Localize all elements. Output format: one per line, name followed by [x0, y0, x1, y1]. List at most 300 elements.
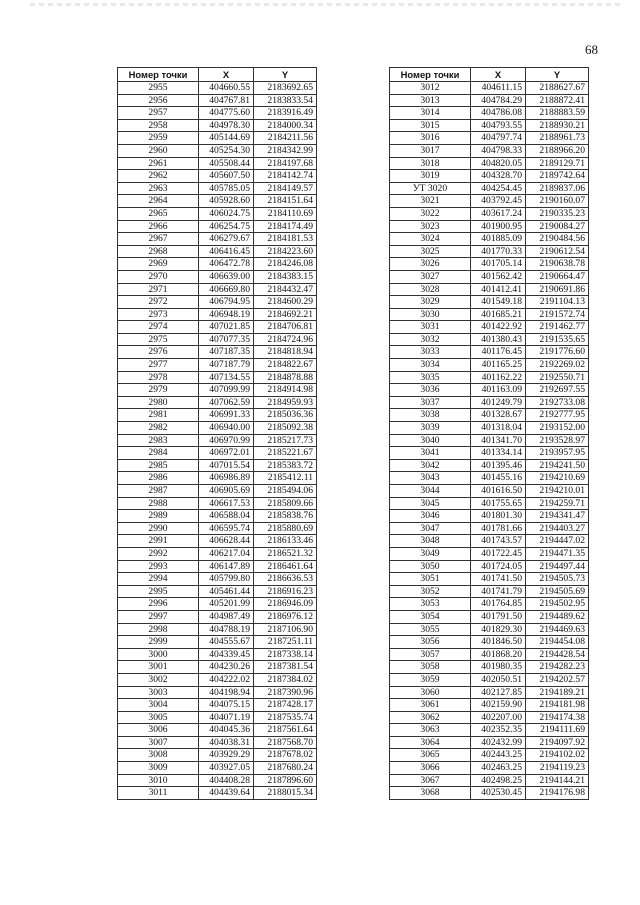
cell-x: 405144.69 [199, 132, 254, 145]
cell-y: 2190160.07 [526, 195, 589, 208]
cell-y: 2186521.32 [254, 547, 317, 560]
cell-x: 404071.19 [199, 711, 254, 724]
cell-point-number: 3035 [390, 371, 471, 384]
table-row [390, 522, 589, 535]
cell-y: 2184181.53 [254, 233, 317, 246]
table-row [390, 447, 589, 460]
cell-y: 2187338.14 [254, 648, 317, 661]
table-row [390, 384, 589, 397]
table-row [390, 510, 589, 523]
cell-y: 2194471.35 [526, 547, 589, 560]
cell-point-number: 2994 [118, 573, 199, 586]
cell-x: 405508.44 [199, 157, 254, 170]
cell-point-number: 2976 [118, 346, 199, 359]
cell-x: 401165.25 [471, 359, 526, 372]
cell-x: 404978.30 [199, 119, 254, 132]
cell-x: 402530.45 [471, 787, 526, 800]
table-row [390, 82, 589, 95]
cell-y: 2194502.95 [526, 598, 589, 611]
cell-x: 404797.74 [471, 132, 526, 145]
cell-point-number: 3049 [390, 547, 471, 560]
cell-point-number: 3036 [390, 384, 471, 397]
cell-x: 406279.67 [199, 233, 254, 246]
table-row [390, 182, 589, 195]
table-row [390, 119, 589, 132]
column-header-point-number: Номер точки [390, 68, 471, 82]
cell-point-number: 3029 [390, 296, 471, 309]
cell-x: 406940.00 [199, 422, 254, 435]
cell-y: 2185217.73 [254, 434, 317, 447]
cell-x: 407187.79 [199, 359, 254, 372]
cell-y: 2184197.68 [254, 157, 317, 170]
cell-y: 2186133.46 [254, 535, 317, 548]
cell-point-number: 2995 [118, 585, 199, 598]
cell-x: 401705.14 [471, 258, 526, 271]
table-row [390, 749, 589, 762]
cell-point-number: 3031 [390, 321, 471, 334]
cell-x: 401328.67 [471, 409, 526, 422]
cell-y: 2186946.09 [254, 598, 317, 611]
cell-x: 401412.41 [471, 283, 526, 296]
cell-point-number: 3061 [390, 699, 471, 712]
cell-x: 404045.36 [199, 724, 254, 737]
cell-y: 2194259.71 [526, 497, 589, 510]
table-row [118, 762, 317, 775]
cell-y: 2193957.95 [526, 447, 589, 460]
table-row [390, 195, 589, 208]
cell-x: 406794.95 [199, 296, 254, 309]
cell-point-number: 3021 [390, 195, 471, 208]
cell-y: 2191776.60 [526, 346, 589, 359]
table-row [118, 195, 317, 208]
cell-point-number: 2985 [118, 459, 199, 472]
cell-point-number: 2966 [118, 220, 199, 233]
cell-point-number: 2983 [118, 434, 199, 447]
table-row [390, 648, 589, 661]
table-row [390, 157, 589, 170]
cell-point-number: 3005 [118, 711, 199, 724]
cell-y: 2194505.73 [526, 573, 589, 586]
cell-x: 404660.55 [199, 82, 254, 95]
cell-point-number: 3039 [390, 422, 471, 435]
cell-y: 2183916.49 [254, 107, 317, 120]
cell-x: 404408.28 [199, 774, 254, 787]
cell-point-number: 2963 [118, 182, 199, 195]
cell-y: 2194241.50 [526, 459, 589, 472]
cell-y: 2187535.74 [254, 711, 317, 724]
cell-point-number: 3055 [390, 623, 471, 636]
cell-point-number: 3041 [390, 447, 471, 460]
cell-point-number: 2960 [118, 144, 199, 157]
cell-point-number: 2967 [118, 233, 199, 246]
cell-x: 401562.42 [471, 270, 526, 283]
cell-x: 407077.35 [199, 333, 254, 346]
cell-point-number: 2970 [118, 270, 199, 283]
table-row [390, 636, 589, 649]
cell-x: 404230.26 [199, 661, 254, 674]
table-row [118, 396, 317, 409]
table-row [118, 308, 317, 321]
cell-point-number: УТ 3020 [390, 182, 471, 195]
cell-point-number: 2996 [118, 598, 199, 611]
cell-point-number: 3012 [390, 82, 471, 95]
cell-point-number: 2958 [118, 119, 199, 132]
cell-point-number: 3016 [390, 132, 471, 145]
table-row [118, 94, 317, 107]
cell-y: 2187568.70 [254, 736, 317, 749]
cell-y: 2193152.00 [526, 422, 589, 435]
cell-point-number: 3009 [118, 762, 199, 775]
cell-y: 2188627.67 [526, 82, 589, 95]
column-header-x: X [471, 68, 526, 82]
cell-point-number: 2979 [118, 384, 199, 397]
cell-x: 401341.70 [471, 434, 526, 447]
cell-x: 404987.49 [199, 610, 254, 623]
cell-y: 2189129.71 [526, 157, 589, 170]
cell-x: 404439.64 [199, 787, 254, 800]
cell-x: 404611.15 [471, 82, 526, 95]
table-row [118, 157, 317, 170]
table-row [118, 774, 317, 787]
cell-y: 2186636.53 [254, 573, 317, 586]
table-row [390, 245, 589, 258]
cell-point-number: 2965 [118, 207, 199, 220]
table-row [390, 333, 589, 346]
cell-y: 2191462.77 [526, 321, 589, 334]
cell-x: 406588.04 [199, 510, 254, 523]
cell-x: 401176.45 [471, 346, 526, 359]
cell-x: 406972.01 [199, 447, 254, 460]
cell-x: 401829.30 [471, 623, 526, 636]
cell-y: 2187561.64 [254, 724, 317, 737]
cell-x: 407099.99 [199, 384, 254, 397]
cell-x: 406147.89 [199, 560, 254, 573]
table-row [390, 560, 589, 573]
cell-x: 401770.33 [471, 245, 526, 258]
cell-x: 405461.44 [199, 585, 254, 598]
cell-point-number: 2973 [118, 308, 199, 321]
cell-x: 401743.57 [471, 535, 526, 548]
cell-point-number: 2956 [118, 94, 199, 107]
cell-point-number: 3048 [390, 535, 471, 548]
table-row [118, 434, 317, 447]
table-row [118, 749, 317, 762]
table-row [390, 673, 589, 686]
cell-x: 403929.29 [199, 749, 254, 762]
cell-point-number: 3024 [390, 233, 471, 246]
table-row [390, 346, 589, 359]
cell-point-number: 3065 [390, 749, 471, 762]
table-row [390, 485, 589, 498]
coordinates-table-right [389, 67, 589, 800]
table-row [118, 371, 317, 384]
table-row [118, 636, 317, 649]
table-row [118, 233, 317, 246]
cell-y: 2190484.56 [526, 233, 589, 246]
table-row [390, 233, 589, 246]
cell-point-number: 3053 [390, 598, 471, 611]
cell-point-number: 3046 [390, 510, 471, 523]
cell-point-number: 3010 [118, 774, 199, 787]
cell-x: 403927.05 [199, 762, 254, 775]
table-row [390, 144, 589, 157]
table-row [390, 308, 589, 321]
cell-x: 401249.79 [471, 396, 526, 409]
cell-y: 2185838.76 [254, 510, 317, 523]
cell-point-number: 2992 [118, 547, 199, 560]
cell-y: 2194282.23 [526, 661, 589, 674]
cell-y: 2194119.23 [526, 762, 589, 775]
cell-y: 2183833.54 [254, 94, 317, 107]
table-row [118, 132, 317, 145]
cell-y: 2185412.11 [254, 472, 317, 485]
cell-y: 2188961.73 [526, 132, 589, 145]
cell-y: 2192733.08 [526, 396, 589, 409]
cell-x: 401764.85 [471, 598, 526, 611]
cell-x: 401741.79 [471, 585, 526, 598]
cell-point-number: 3030 [390, 308, 471, 321]
table-row [390, 170, 589, 183]
cell-y: 2183692.65 [254, 82, 317, 95]
cell-point-number: 3014 [390, 107, 471, 120]
table-row [118, 459, 317, 472]
cell-point-number: 2968 [118, 245, 199, 258]
cell-x: 404339.45 [199, 648, 254, 661]
cell-point-number: 3006 [118, 724, 199, 737]
cell-x: 401801.30 [471, 510, 526, 523]
cell-y: 2185494.06 [254, 485, 317, 498]
table-row [390, 396, 589, 409]
cell-y: 2184223.60 [254, 245, 317, 258]
cell-x: 405928.60 [199, 195, 254, 208]
table-row [118, 296, 317, 309]
table-row [390, 132, 589, 145]
table-row [390, 107, 589, 120]
cell-point-number: 3042 [390, 459, 471, 472]
table-row [118, 107, 317, 120]
cell-point-number: 3008 [118, 749, 199, 762]
cell-point-number: 3040 [390, 434, 471, 447]
table-row [118, 648, 317, 661]
cell-point-number: 3063 [390, 724, 471, 737]
cell-point-number: 3023 [390, 220, 471, 233]
cell-x: 404328.70 [471, 170, 526, 183]
cell-y: 2194102.02 [526, 749, 589, 762]
cell-y: 2184818.94 [254, 346, 317, 359]
cell-point-number: 2969 [118, 258, 199, 271]
cell-y: 2191535.65 [526, 333, 589, 346]
cell-x: 407187.35 [199, 346, 254, 359]
cell-x: 403792.45 [471, 195, 526, 208]
table-row [390, 623, 589, 636]
table-row [118, 220, 317, 233]
cell-y: 2186976.12 [254, 610, 317, 623]
cell-y: 2194341.47 [526, 510, 589, 523]
cell-point-number: 3026 [390, 258, 471, 271]
cell-x: 405799.80 [199, 573, 254, 586]
cell-x: 401791.50 [471, 610, 526, 623]
cell-y: 2185880.69 [254, 522, 317, 535]
cell-y: 2190638.78 [526, 258, 589, 271]
cell-x: 401162.22 [471, 371, 526, 384]
table-row [390, 736, 589, 749]
table-row [118, 686, 317, 699]
table-row [390, 434, 589, 447]
cell-point-number: 3044 [390, 485, 471, 498]
cell-y: 2184342.99 [254, 144, 317, 157]
table-row [390, 585, 589, 598]
cell-y: 2192550.71 [526, 371, 589, 384]
cell-point-number: 3047 [390, 522, 471, 535]
cell-x: 404820.05 [471, 157, 526, 170]
table-row [390, 459, 589, 472]
table-row [118, 573, 317, 586]
cell-y: 2189742.64 [526, 170, 589, 183]
cell-y: 2184000.34 [254, 119, 317, 132]
table-row [390, 547, 589, 560]
cell-point-number: 3007 [118, 736, 199, 749]
cell-point-number: 3004 [118, 699, 199, 712]
table-row [390, 409, 589, 422]
table-row [390, 774, 589, 787]
table-row [118, 610, 317, 623]
cell-point-number: 3060 [390, 686, 471, 699]
table-row [390, 220, 589, 233]
table-row [118, 661, 317, 674]
cell-point-number: 3059 [390, 673, 471, 686]
table-row [118, 422, 317, 435]
cell-x: 404798.33 [471, 144, 526, 157]
cell-y: 2194174.38 [526, 711, 589, 724]
cell-point-number: 3067 [390, 774, 471, 787]
cell-point-number: 3011 [118, 787, 199, 800]
cell-x: 407062.59 [199, 396, 254, 409]
cell-y: 2194505.69 [526, 585, 589, 598]
cell-point-number: 3018 [390, 157, 471, 170]
table-row [118, 359, 317, 372]
cell-x: 404767.81 [199, 94, 254, 107]
cell-x: 404198.94 [199, 686, 254, 699]
cell-x: 404075.15 [199, 699, 254, 712]
cell-point-number: 3000 [118, 648, 199, 661]
table-row [390, 472, 589, 485]
cell-y: 2194497.44 [526, 560, 589, 573]
cell-y: 2186916.23 [254, 585, 317, 598]
cell-y: 2194428.54 [526, 648, 589, 661]
cell-point-number: 3022 [390, 207, 471, 220]
cell-y: 2194202.57 [526, 673, 589, 686]
cell-point-number: 3045 [390, 497, 471, 510]
cell-point-number: 3064 [390, 736, 471, 749]
cell-x: 406970.99 [199, 434, 254, 447]
table-row [390, 422, 589, 435]
cell-y: 2192697.55 [526, 384, 589, 397]
table-row [390, 359, 589, 372]
table-row [118, 535, 317, 548]
cell-y: 2194111.69 [526, 724, 589, 737]
table-row [390, 787, 589, 800]
coordinates-table-left [117, 67, 317, 800]
cell-x: 405254.30 [199, 144, 254, 157]
table-row [118, 333, 317, 346]
cell-point-number: 2971 [118, 283, 199, 296]
cell-point-number: 2982 [118, 422, 199, 435]
cell-x: 402352.35 [471, 724, 526, 737]
cell-x: 401900.95 [471, 220, 526, 233]
cell-y: 2185221.67 [254, 447, 317, 460]
cell-y: 2194489.62 [526, 610, 589, 623]
cell-x: 404788.19 [199, 623, 254, 636]
table-row [118, 547, 317, 560]
cell-point-number: 3054 [390, 610, 471, 623]
cell-y: 2194210.69 [526, 472, 589, 485]
cell-y: 2188966.20 [526, 144, 589, 157]
cell-point-number: 3062 [390, 711, 471, 724]
cell-y: 2185092.38 [254, 422, 317, 435]
table-row [118, 485, 317, 498]
cell-point-number: 3038 [390, 409, 471, 422]
table-row [118, 711, 317, 724]
cell-point-number: 2962 [118, 170, 199, 183]
cell-point-number: 3028 [390, 283, 471, 296]
table-row [390, 686, 589, 699]
cell-x: 401380.43 [471, 333, 526, 346]
table-row [390, 610, 589, 623]
cell-point-number: 2997 [118, 610, 199, 623]
cell-point-number: 3037 [390, 396, 471, 409]
cell-y: 2194176.98 [526, 787, 589, 800]
cell-point-number: 2984 [118, 447, 199, 460]
cell-x: 401755.65 [471, 497, 526, 510]
cell-y: 2188930.21 [526, 119, 589, 132]
cell-x: 403617.24 [471, 207, 526, 220]
cell-y: 2184692.21 [254, 308, 317, 321]
table-row [390, 296, 589, 309]
cell-x: 406595.74 [199, 522, 254, 535]
cell-point-number: 3050 [390, 560, 471, 573]
table-row [118, 623, 317, 636]
cell-x: 402443.25 [471, 749, 526, 762]
cell-point-number: 2980 [118, 396, 199, 409]
cell-point-number: 3052 [390, 585, 471, 598]
cell-x: 406254.75 [199, 220, 254, 233]
cell-y: 2187251.11 [254, 636, 317, 649]
cell-y: 2188883.59 [526, 107, 589, 120]
table-row [390, 94, 589, 107]
table-row [118, 598, 317, 611]
cell-y: 2187428.17 [254, 699, 317, 712]
cell-y: 2184142.74 [254, 170, 317, 183]
cell-point-number: 3027 [390, 270, 471, 283]
cell-x: 407021.85 [199, 321, 254, 334]
cell-point-number: 2991 [118, 535, 199, 548]
cell-point-number: 2987 [118, 485, 199, 498]
table-row [390, 762, 589, 775]
cell-x: 404222.02 [199, 673, 254, 686]
cell-x: 401980.35 [471, 661, 526, 674]
cell-x: 401616.50 [471, 485, 526, 498]
cell-point-number: 2993 [118, 560, 199, 573]
cell-point-number: 3057 [390, 648, 471, 661]
cell-y: 2184706.81 [254, 321, 317, 334]
cell-point-number: 2986 [118, 472, 199, 485]
column-header-y: Y [254, 68, 317, 82]
cell-x: 401846.50 [471, 636, 526, 649]
cell-x: 405607.50 [199, 170, 254, 183]
cell-point-number: 2990 [118, 522, 199, 535]
cell-x: 407015.54 [199, 459, 254, 472]
table-row [118, 321, 317, 334]
